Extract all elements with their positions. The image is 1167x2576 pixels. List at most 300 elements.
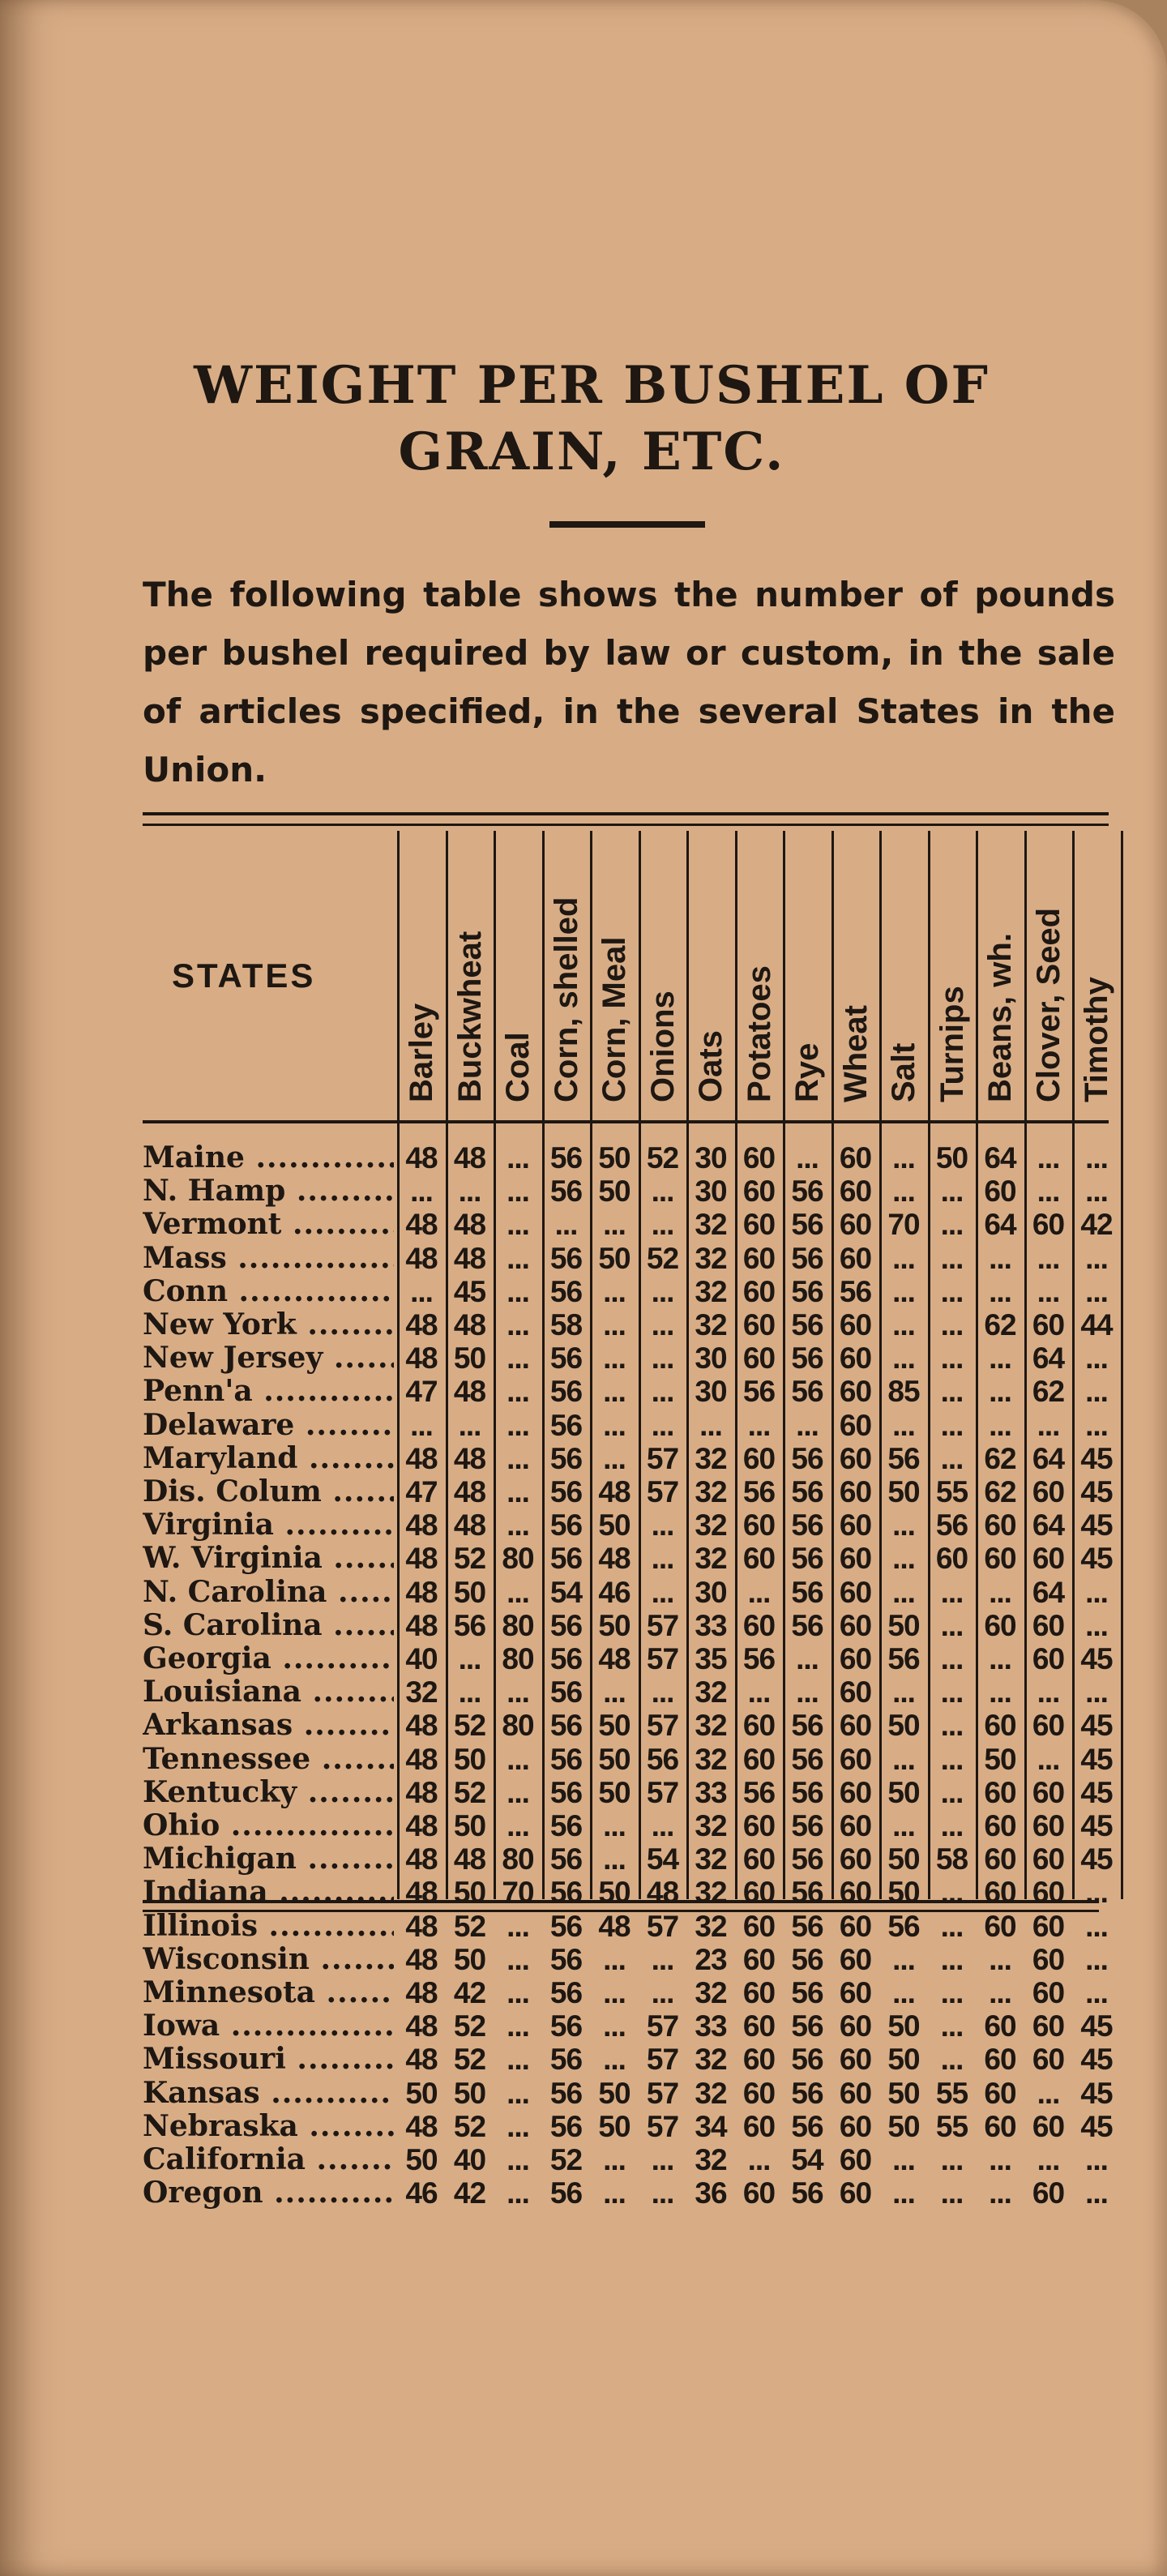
table-cell: 48 [598, 1642, 631, 1675]
table-cell: ... [651, 2176, 674, 2210]
table-cell: ... [603, 1976, 626, 2009]
table-cell: 45 [1080, 1508, 1113, 1543]
table-cell: 52 [549, 2143, 583, 2176]
table-cell: ... [1037, 1742, 1060, 1776]
table-cell: ... [603, 2043, 626, 2077]
table-cell: 55 [935, 1475, 968, 1508]
table-cell: 60 [984, 1508, 1016, 1543]
table-cell: 50 [453, 2076, 486, 2110]
table-cell: 50 [887, 2009, 920, 2043]
table-cell: 50 [598, 1876, 631, 1910]
table-cell: ... [989, 1675, 1011, 1709]
table-cell: 50 [453, 1809, 486, 1842]
table-cell: 50 [887, 1475, 920, 1508]
table-cell: ... [458, 1408, 481, 1442]
table-cell: 56 [549, 1542, 583, 1576]
table-cell: ... [940, 1709, 964, 1743]
table-cell: ... [940, 1575, 964, 1609]
table-cell: ... [1085, 1942, 1108, 1976]
table-cell: ... [940, 1375, 964, 1409]
state-name: Tennessee ..... [143, 1743, 394, 1776]
table-cell: 60 [839, 1542, 872, 1576]
table-cell: 46 [598, 1575, 631, 1609]
table-cell: 60 [742, 1876, 776, 1910]
table-cell: 56 [935, 1508, 968, 1543]
table-cell: 56 [549, 1274, 583, 1308]
table-cell: ... [940, 1175, 964, 1209]
table-cell: ... [940, 1909, 964, 1943]
column-header: Corn, Meal [596, 936, 632, 1102]
table-cell: 56 [791, 1775, 823, 1809]
table-cell: 56 [791, 1208, 823, 1242]
table-cell: 45 [1080, 1775, 1113, 1809]
table-cell: 60 [742, 1308, 776, 1341]
table-cell: 60 [1032, 1842, 1065, 1876]
table-cell: 60 [839, 1842, 872, 1876]
table-cell: ... [603, 1942, 626, 1976]
state-name: Oregon ..... [143, 2176, 394, 2210]
table-cell: 32 [695, 1809, 727, 1842]
table-cell: 32 [695, 1842, 727, 1876]
table-cell: 56 [549, 2176, 583, 2210]
table-cell: 58 [549, 1308, 583, 1341]
table-cell: ... [1085, 2176, 1108, 2210]
table-cell: 60 [1032, 2009, 1065, 2043]
table-top-rule [143, 812, 1109, 815]
table-cell: 60 [839, 1642, 872, 1675]
table-cell: 60 [984, 2043, 1016, 2077]
table-cell: 62 [984, 1475, 1016, 1508]
table-cell: 64 [984, 1208, 1016, 1242]
table-cell: ... [1085, 1375, 1108, 1409]
table-cell: 50 [935, 1141, 968, 1175]
column-header: Timothy [1079, 977, 1114, 1102]
table-cell: ... [1085, 1608, 1108, 1642]
table-cell: 56 [791, 1375, 823, 1409]
state-name: Wisconsin ..... [143, 1943, 394, 1976]
table-cell: 48 [405, 1575, 438, 1609]
table-cell: 56 [549, 2109, 583, 2143]
table-cell: ... [892, 1241, 915, 1275]
table-cell: 56 [453, 1608, 486, 1642]
table-cell: ... [892, 1542, 915, 1576]
page-title: WEIGHT PER BUSHEL OF GRAIN, ETC. [194, 355, 990, 482]
table-cell: 60 [839, 1976, 872, 2009]
table-cell: 48 [405, 1308, 438, 1341]
table-cell: ... [940, 2176, 964, 2210]
table-cell: 32 [695, 1508, 727, 1543]
table-cell: 48 [405, 1942, 438, 1976]
table-cell: 33 [695, 1775, 727, 1809]
table-cell: 56 [549, 1608, 583, 1642]
table-cell: ... [603, 1274, 626, 1308]
table-cell: 60 [839, 1575, 872, 1609]
table-cell: 60 [742, 1542, 776, 1576]
table-cell: 32 [405, 1675, 438, 1709]
table-cell: ... [940, 1608, 964, 1642]
column-header: Corn, shelled [548, 896, 584, 1102]
table-cell: 60 [742, 2009, 776, 2043]
table-cell: 50 [887, 2043, 920, 2077]
table-cell: ... [892, 1408, 915, 1442]
table-cell: 48 [405, 1909, 438, 1943]
table-cell: 80 [502, 1709, 534, 1743]
table-cell: 32 [695, 1909, 727, 1943]
table-cell: 32 [695, 1742, 727, 1776]
state-name: Ohio ..... [143, 1809, 394, 1842]
table-cell: ... [507, 1241, 529, 1275]
table-cell: 60 [742, 1441, 776, 1475]
table-cell: 60 [839, 1742, 872, 1776]
table-cell: 45 [1080, 1475, 1113, 1508]
table-cell: 56 [791, 1274, 823, 1308]
table-cell: ... [989, 1408, 1011, 1442]
table-cell: ... [1037, 1141, 1060, 1175]
table-cell: 60 [839, 1508, 872, 1543]
table-cell: ... [1085, 1341, 1108, 1376]
table-cell: 60 [984, 1909, 1016, 1943]
table-cell: 50 [598, 1608, 631, 1642]
table-cell: 62 [1032, 1375, 1065, 1409]
table-cell: 56 [742, 1475, 776, 1508]
table-cell: ... [940, 2043, 964, 2077]
table-cell: 56 [791, 1742, 823, 1776]
state-name: Nebraska ..... [143, 2110, 394, 2143]
state-name: S. Carolina ..... [143, 1609, 394, 1642]
table-cell: 50 [453, 1742, 486, 1776]
table-cell: 45 [1080, 2009, 1113, 2043]
state-name: Maryland ..... [143, 1442, 394, 1475]
table-cell: 64 [1032, 1508, 1065, 1543]
table-cell: 60 [742, 2043, 776, 2077]
table-cell: ... [1085, 1408, 1108, 1442]
table-cell: ... [507, 1675, 529, 1709]
table-cell: 60 [1032, 1308, 1065, 1341]
table-cell: ... [651, 1375, 674, 1409]
table-cell: ... [507, 2043, 529, 2077]
column-header: Beans, wh. [982, 933, 1018, 1102]
table-cell: ... [410, 1175, 433, 1209]
table-cell: ... [603, 1675, 626, 1709]
table-cell: 50 [887, 2109, 920, 2143]
table-cell: 56 [791, 1976, 823, 2009]
table-cell: ... [989, 1375, 1011, 1409]
table-cell: 58 [935, 1842, 968, 1876]
table-cell: 60 [935, 1542, 968, 1576]
table-cell: 50 [405, 2076, 438, 2110]
table-cell: 60 [742, 1942, 776, 1976]
state-name: Minnesota ..... [143, 1976, 394, 2009]
table-cell: 60 [839, 1341, 872, 1376]
table-cell: ... [1037, 2076, 1060, 2110]
state-name: Missouri ..... [143, 2043, 394, 2076]
column-header: Buckwheat [451, 931, 488, 1102]
state-name: Arkansas ..... [143, 1709, 394, 1742]
table-cell: ... [507, 1375, 529, 1409]
table-cell: ... [603, 1208, 626, 1242]
table-cell: ... [507, 2076, 529, 2110]
table-cell: ... [940, 1408, 964, 1442]
table-cell: ... [507, 1775, 529, 1809]
table-cell: 56 [791, 2009, 823, 2043]
table-cell: 60 [839, 1475, 872, 1508]
table-cell: 48 [598, 1475, 631, 1508]
state-name: New York ..... [143, 1308, 394, 1341]
table-cell: 64 [984, 1141, 1016, 1175]
table-cell: 60 [984, 1876, 1016, 1910]
table-cell: 56 [791, 1876, 823, 1910]
table-cell: ... [507, 1308, 529, 1341]
column-header: Coal [500, 1032, 536, 1102]
table-cell: 56 [791, 1475, 823, 1508]
state-name: Indiana ..... [143, 1876, 394, 1909]
table-cell: 60 [839, 1441, 872, 1475]
table-cell: 32 [695, 1709, 727, 1743]
table-cell: ... [892, 1274, 915, 1308]
table-cell: ... [747, 2143, 771, 2176]
table-cell: 56 [646, 1742, 679, 1776]
table-cell: ... [507, 1976, 529, 2009]
table-cell: ... [458, 1175, 481, 1209]
table-cell: 50 [887, 1876, 920, 1910]
table-cell: 35 [695, 1642, 727, 1675]
table-cell: 46 [405, 2176, 438, 2210]
table-cell: ... [747, 1575, 771, 1609]
table-cell: 57 [646, 1441, 679, 1475]
table-cell: ... [651, 1308, 674, 1341]
table-cell: 80 [502, 1542, 534, 1576]
table-cell: 60 [839, 1375, 872, 1409]
table-cell: ... [989, 1976, 1011, 2009]
table-cell: 50 [984, 1742, 1016, 1776]
table-cell: 60 [839, 1308, 872, 1341]
table-cell: 50 [598, 1775, 631, 1809]
table-cell: 64 [1032, 1441, 1065, 1475]
table-cell: 60 [839, 2043, 872, 2077]
table-cell: ... [651, 1675, 674, 1709]
table-cell: ... [458, 1642, 481, 1675]
table-cell: ... [507, 1441, 529, 1475]
table-cell: 48 [405, 2109, 438, 2143]
table-cell: ... [892, 1742, 915, 1776]
table-cell: 60 [839, 2009, 872, 2043]
table-cell: 60 [742, 1709, 776, 1743]
state-name: N. Carolina ..... [143, 1576, 394, 1609]
table-cell: 57 [646, 2076, 679, 2110]
table-cell: 60 [742, 1508, 776, 1543]
table-cell: ... [892, 1575, 915, 1609]
table-cell: 56 [742, 1375, 776, 1409]
table-cell: ... [940, 1341, 964, 1376]
state-name: Virginia ..... [143, 1508, 394, 1542]
table-cell: ... [651, 1542, 674, 1576]
table-cell: 48 [598, 1542, 631, 1576]
table-cell: 48 [453, 1508, 486, 1543]
table-cell: 44 [1080, 1308, 1113, 1341]
table-cell: 56 [549, 1408, 583, 1442]
header-bottom-rule [143, 1120, 1109, 1123]
table-cell: 48 [405, 1341, 438, 1376]
table-cell: ... [892, 1508, 915, 1543]
table-cell: ... [651, 1976, 674, 2009]
table-cell: 54 [791, 2143, 823, 2176]
table-cell: ... [940, 1675, 964, 1709]
table-cell: 56 [791, 1575, 823, 1609]
table-cell: 56 [791, 1842, 823, 1876]
table-cell: 60 [839, 1675, 872, 1709]
table-cell: 56 [791, 1175, 823, 1209]
table-cell: 32 [695, 1475, 727, 1508]
table-cell: 32 [695, 1675, 727, 1709]
table-cell: ... [554, 1208, 578, 1242]
table-cell: 56 [791, 1308, 823, 1341]
table-cell: 34 [695, 2109, 727, 2143]
table-cell: 60 [984, 1608, 1016, 1642]
table-cell: 48 [453, 1375, 486, 1409]
table-cell: 57 [646, 1642, 679, 1675]
table-cell: 32 [695, 1241, 727, 1275]
table-cell: ... [892, 2176, 915, 2210]
column-header: Clover, Seed [1030, 907, 1067, 1102]
table-cell: 42 [453, 1976, 486, 2009]
table-cell: 32 [695, 1542, 727, 1576]
table-cell: ... [507, 2143, 529, 2176]
table-cell: ... [989, 2176, 1011, 2210]
table-cell: ... [699, 1408, 722, 1442]
table-cell: 60 [1032, 1976, 1065, 2009]
table-cell: 32 [695, 1208, 727, 1242]
table-cell: 60 [742, 1241, 776, 1275]
table-cell: 56 [549, 1508, 583, 1543]
table-cell: 57 [646, 2109, 679, 2143]
state-name: N. Hamp ..... [143, 1175, 394, 1208]
table-cell: 48 [405, 1709, 438, 1743]
state-name: California ..... [143, 2143, 394, 2176]
table-cell: 48 [405, 1542, 438, 1576]
table-cell: 60 [1032, 1542, 1065, 1576]
table-cell: 56 [839, 1274, 872, 1308]
table-cell: ... [507, 1274, 529, 1308]
table-cell: ... [892, 1675, 915, 1709]
table-cell: 48 [405, 1775, 438, 1809]
table-cell: 57 [646, 2009, 679, 2043]
table-cell: ... [507, 1942, 529, 1976]
table-cell: 60 [742, 1175, 776, 1209]
table-cell: ... [507, 1475, 529, 1508]
column-header: Oats [693, 1030, 729, 1102]
table-cell: 57 [646, 1475, 679, 1508]
table-cell: 56 [549, 2009, 583, 2043]
table-cell: 30 [695, 1575, 727, 1609]
table-cell: 60 [1032, 1208, 1065, 1242]
table-cell: ... [1085, 1976, 1108, 2009]
table-cell: ... [796, 1408, 819, 1442]
table-cell: 55 [935, 2076, 968, 2110]
table-cell: ... [1037, 1274, 1060, 1308]
table-cell: ... [507, 2176, 529, 2210]
table-cell: 56 [549, 1141, 583, 1175]
table-cell: 60 [839, 1709, 872, 1743]
table-cell: 56 [791, 2176, 823, 2210]
state-name: Maine ..... [143, 1141, 394, 1175]
table-cell: ... [603, 2176, 626, 2210]
table-cell: 50 [453, 1575, 486, 1609]
table-cell: ... [651, 1809, 674, 1842]
table-cell: 60 [984, 2109, 1016, 2143]
table-cell: 48 [405, 1241, 438, 1275]
table-cell: 40 [405, 1642, 438, 1675]
table-cell: ... [940, 1942, 964, 1976]
table-cell: ... [796, 1141, 819, 1175]
column-header: Potatoes [741, 965, 777, 1102]
table-cell: 60 [742, 1909, 776, 1943]
table-cell: 60 [984, 1542, 1016, 1576]
state-name: Kentucky ..... [143, 1776, 394, 1809]
table-cell: ... [892, 1976, 915, 2009]
table-cell: 60 [1032, 1475, 1065, 1508]
table-cell: 48 [453, 1441, 486, 1475]
table-cell: 42 [1080, 1208, 1113, 1242]
table-cell: 48 [405, 1208, 438, 1242]
table-cell: 70 [502, 1876, 534, 1910]
table-cell: 60 [839, 1942, 872, 1976]
table-cell: 56 [791, 1508, 823, 1543]
table-cell: 32 [695, 1274, 727, 1308]
table-cell: ... [892, 1809, 915, 1842]
table-cell: ... [989, 1942, 1011, 1976]
table-cell: 80 [502, 1608, 534, 1642]
table-cell: ... [1085, 2143, 1108, 2176]
table-cell: 60 [839, 2109, 872, 2143]
table-cell: ... [1085, 1575, 1108, 1609]
table-cell: ... [507, 1575, 529, 1609]
table-cell: 56 [549, 1742, 583, 1776]
table-cell: 60 [839, 1408, 872, 1442]
table-cell: 60 [839, 1141, 872, 1175]
state-name: Illinois ..... [143, 1910, 394, 1943]
table-cell: 48 [405, 1809, 438, 1842]
column-header: Rye [789, 1042, 825, 1102]
table-cell: ... [603, 1375, 626, 1409]
table-cell: 60 [839, 2076, 872, 2110]
table-cell: 56 [549, 1441, 583, 1475]
table-cell: 36 [695, 2176, 727, 2210]
table-cell: ... [603, 1809, 626, 1842]
table-cell: 60 [839, 1175, 872, 1209]
column-header: Salt [886, 1042, 921, 1102]
table-cell: ... [989, 2143, 1011, 2176]
state-name: W. Virginia ..... [143, 1542, 394, 1575]
table-cell: 60 [839, 1208, 872, 1242]
table-cell: 60 [742, 2109, 776, 2143]
intro-paragraph: The following table shows the number of pounds per bushel required by law or custom, in the sale of articles specified, in the several States in the Union. [143, 575, 1115, 789]
table-cell: ... [507, 1809, 529, 1842]
table-cell: 56 [549, 1942, 583, 1976]
table-cell: 48 [453, 1475, 486, 1508]
table-cell: ... [989, 1274, 1011, 1308]
table-cell: ... [747, 1408, 771, 1442]
table-cell: 60 [984, 1842, 1016, 1876]
table-cell: 56 [791, 1608, 823, 1642]
table-cell: ... [1085, 1675, 1108, 1709]
table-cell: ... [1037, 1241, 1060, 1275]
state-name: Mass ..... [143, 1242, 394, 1275]
table-cell: 48 [405, 1876, 438, 1910]
table-cell: 57 [646, 1608, 679, 1642]
table-cell: 56 [549, 1175, 583, 1209]
table-cell: 56 [549, 1475, 583, 1508]
table-cell: 64 [1032, 1341, 1065, 1376]
